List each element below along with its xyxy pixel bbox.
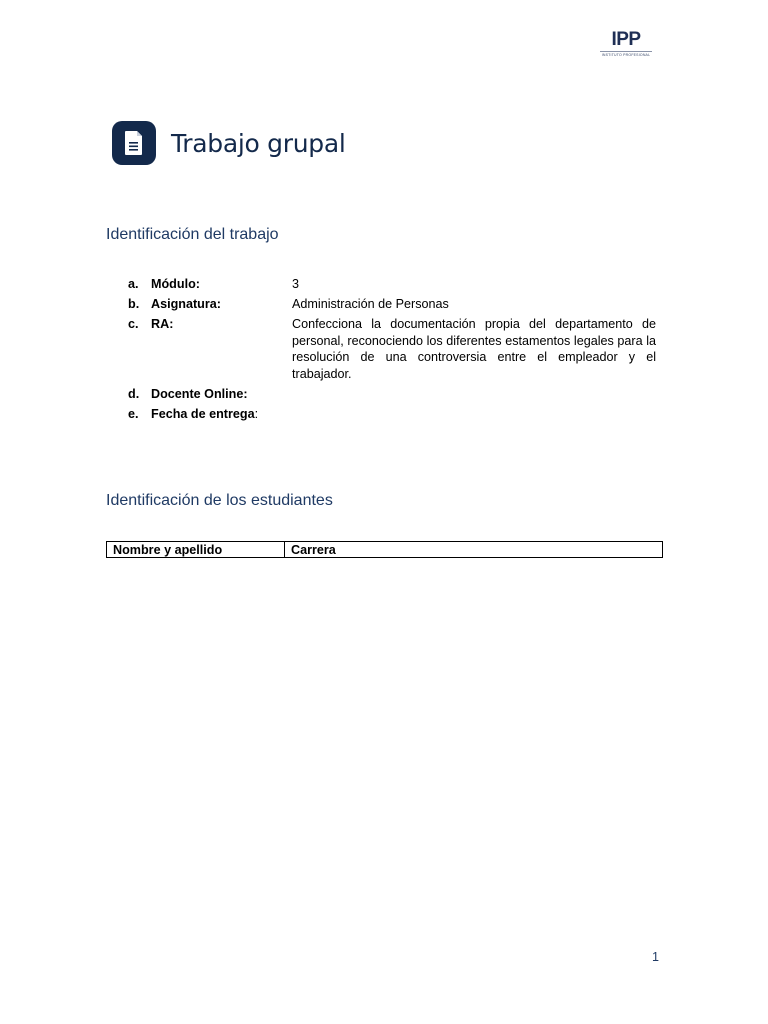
column-header-name: Nombre y apellido [107, 542, 285, 558]
section-heading-students: Identificación de los estudiantes [106, 492, 333, 509]
institution-logo [596, 30, 656, 58]
info-letter: b. [128, 297, 140, 311]
info-row-subject [128, 296, 656, 313]
info-row-ra [128, 316, 656, 382]
info-value [292, 406, 656, 423]
page-number: 1 [652, 950, 660, 964]
work-info-list [128, 276, 656, 426]
info-value [292, 386, 656, 403]
info-value: Confecciona la documentación propia del departamento de personal, reconociendo los diferentes estamentos legales para la resolución de una controversia entre el empleador y el trabajador. [292, 317, 656, 381]
info-row-due-date [128, 406, 656, 423]
document-icon [112, 121, 156, 165]
info-label [151, 406, 292, 423]
info-label: Asignatura: [151, 297, 221, 311]
info-row-module [128, 276, 656, 293]
info-label-text: Fecha de entrega [151, 406, 255, 421]
logo-text: IPP [611, 29, 641, 50]
info-label: RA: [151, 317, 174, 331]
info-letter: d. [128, 386, 140, 401]
info-letter: c. [128, 317, 139, 331]
info-label: Docente Online: [151, 386, 248, 401]
students-table [106, 541, 663, 558]
page-title: Trabajo grupal [171, 128, 346, 158]
info-letter: a. [128, 277, 139, 291]
info-label: Módulo: [151, 277, 200, 291]
info-value: 3 [292, 277, 300, 291]
info-value: Administración de Personas [292, 297, 449, 311]
info-letter: e. [128, 406, 139, 421]
title-row [112, 120, 346, 166]
info-label-suffix: : [254, 406, 259, 421]
section-heading-work: Identificación del trabajo [106, 226, 279, 243]
table-header-row [107, 542, 663, 558]
info-row-teacher [128, 386, 656, 403]
column-header-career: Carrera [285, 542, 663, 558]
logo-subtext: INSTITUTO PROFESIONAL [601, 53, 651, 57]
